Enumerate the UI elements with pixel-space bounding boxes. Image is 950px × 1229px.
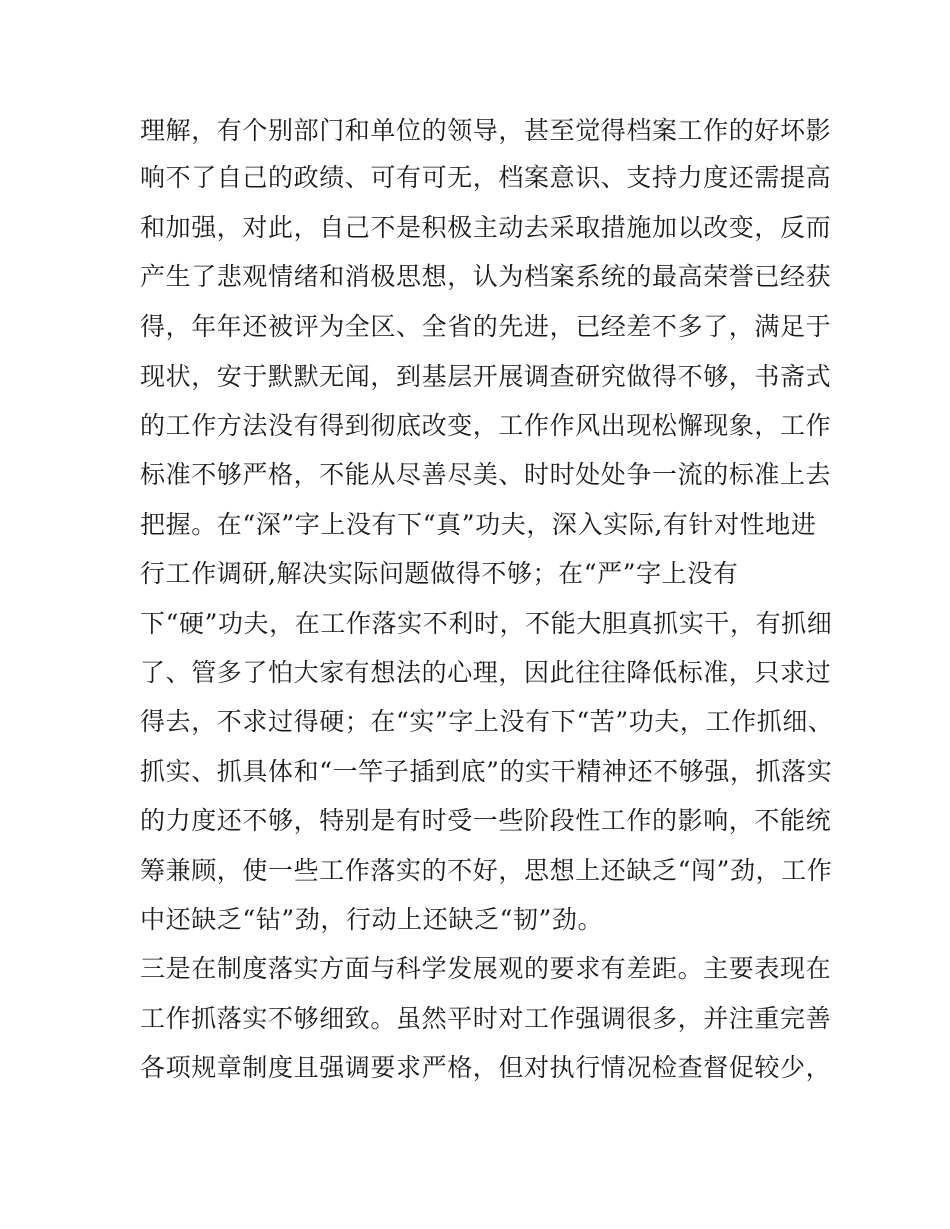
text-line: 筹兼顾，使一些工作落实的不好，思想上还缺乏“闯”劲，工作	[140, 856, 833, 885]
text-line: 各项规章制度且强调要求严格，但对执行情况检查督促较少，	[140, 1053, 832, 1082]
text-line: 的力度还不够，特别是有时受一些阶段性工作的影响，不能统	[140, 806, 832, 835]
text-line: 行工作调研,解决实际问题做得不够；在“严”字上没有	[140, 559, 739, 588]
text-line: 三是在制度落实方面与科学发展观的要求有差距。主要表现在	[140, 954, 832, 983]
text-line: 现状，安于默默无闻，到基层开展调查研究做得不够，书斋式	[140, 362, 832, 391]
text-line: 得，年年还被评为全区、全省的先进，已经差不多了，满足于	[140, 312, 832, 341]
text-line: 把握。在“深”字上没有下“真”功夫，深入实际,有针对性地进	[140, 510, 817, 539]
text-line: 和加强，对此，自己不是积极主动去采取措施加以改变，反而	[140, 213, 832, 242]
text-line: 抓实、抓具体和“一竿子插到底”的实干精神还不够强，抓落实	[140, 757, 833, 786]
text-line: 中还缺乏“钻”劲，行动上还缺乏“韧”劲。	[140, 905, 604, 934]
text-line: 了、管多了怕大家有想法的心理，因此往往降低标准，只求过	[140, 658, 832, 687]
text-line: 下“硬”功夫，在工作落实不利时，不能大胆真抓实干，有抓细	[140, 609, 833, 638]
text-line: 标准不够严格，不能从尽善尽美、时时处处争一流的标准上去	[140, 460, 832, 489]
text-line: 理解，有个别部门和单位的领导，甚至觉得档案工作的好坏影	[140, 116, 832, 145]
text-line: 的工作方法没有得到彻底改变，工作作风出现松懈现象，工作	[140, 411, 832, 440]
text-line: 产生了悲观情绪和消极思想，认为档案系统的最高荣誉已经获	[140, 262, 832, 291]
text-line: 得去，不求过得硬；在“实”字上没有下“苦”功夫，工作抓细、	[140, 707, 834, 736]
text-line: 响不了自己的政绩、可有可无，档案意识、支持力度还需提高	[140, 163, 832, 192]
text-line: 工作抓落实不够细致。虽然平时对工作强调很多，并注重完善	[140, 1004, 832, 1033]
